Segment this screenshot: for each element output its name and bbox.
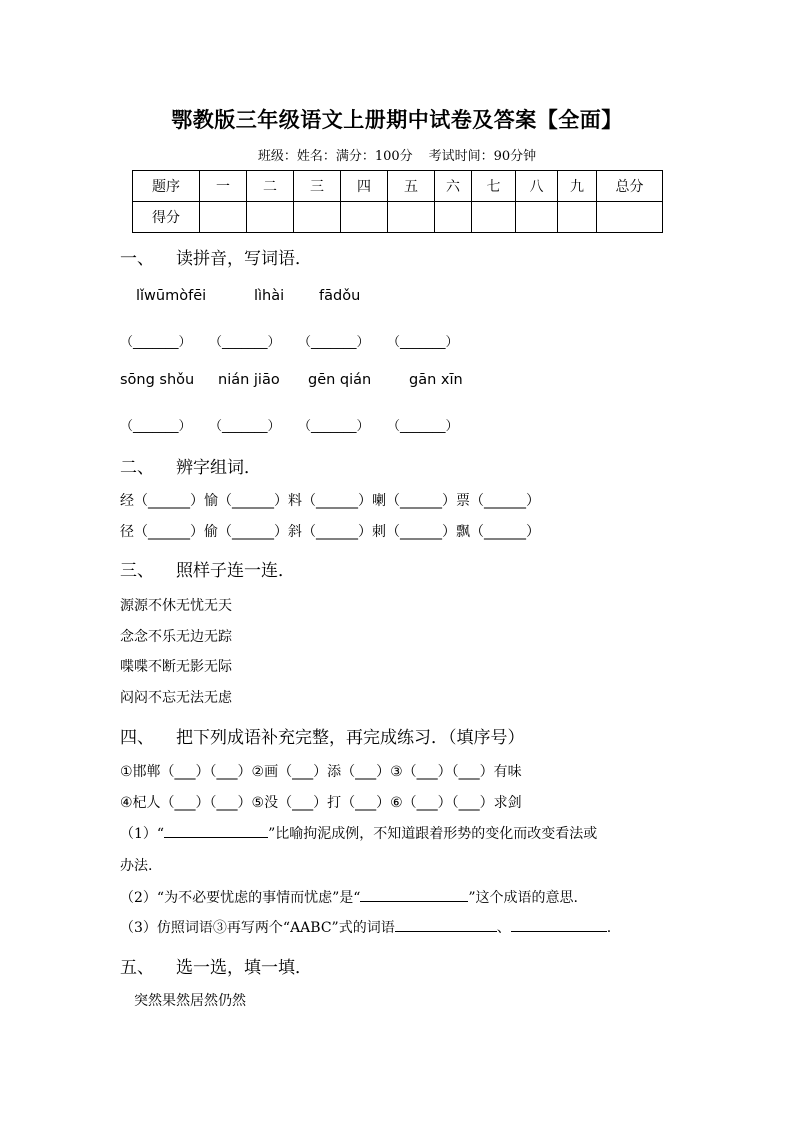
section-number: 四、 [120, 728, 154, 748]
section-3-heading [120, 556, 295, 581]
score-cell[interactable] [558, 202, 597, 233]
char-group-row-2[interactable]: 径（______）偷（______）斜（______）刺（______）飘（______） [120, 524, 540, 540]
pinyin: lìhài [254, 288, 285, 304]
pinyin: fādǒu [319, 288, 361, 304]
score-cell[interactable] [341, 202, 388, 233]
score-header-cell: 一 [200, 171, 247, 202]
section-1-heading [120, 244, 312, 269]
section-4-heading [120, 723, 525, 748]
answer-underline[interactable] [360, 889, 468, 902]
matching-line[interactable]: 念念不乐无边无踪 [120, 629, 232, 645]
score-table [132, 170, 663, 233]
section-5-heading [120, 953, 312, 978]
sub-question-1-prefix: （1）“ [120, 826, 165, 842]
idiom-row-1[interactable]: ①邯郸（___）（___）②画（___）添（___）③（___）（___）有味 [120, 764, 522, 780]
answer-blank[interactable]: （_______） [298, 335, 370, 350]
score-row-label: 得分 [133, 202, 200, 233]
score-header-cell: 六 [435, 171, 472, 202]
word-choices: 突然果然居然仍然 [134, 993, 246, 1009]
answer-blank-row [120, 331, 476, 350]
sub-question-3 [120, 917, 611, 937]
score-table-header-row [133, 171, 663, 202]
section-number: 一、 [120, 249, 154, 269]
answer-blank[interactable]: （_______） [120, 419, 192, 434]
score-cell[interactable] [516, 202, 558, 233]
score-header-cell: 二 [247, 171, 294, 202]
score-header-cell: 总分 [597, 171, 663, 202]
score-header-cell: 三 [294, 171, 341, 202]
pinyin: gēn qián [308, 372, 372, 388]
score-cell[interactable] [472, 202, 516, 233]
sub-question-3-prefix: （3）仿照词语③再写两个“AABC”式的词语 [120, 920, 395, 936]
section-2-heading [120, 453, 261, 478]
score-header-cell: 七 [472, 171, 516, 202]
section-title: 选一选，填一填． [176, 958, 312, 978]
answer-underline[interactable] [395, 919, 497, 932]
matching-line[interactable]: 源源不休无忧无天 [120, 598, 232, 614]
score-header-cell: 四 [341, 171, 388, 202]
info-class-name-score: 班级：姓名：满分：100分 [257, 149, 413, 164]
score-header-cell: 九 [558, 171, 597, 202]
exam-info [0, 145, 794, 164]
score-cell[interactable] [200, 202, 247, 233]
section-title: 把下列成语补充完整，再完成练习．（填序号） [176, 728, 525, 748]
score-table-score-row [133, 202, 663, 233]
sub-question-1 [120, 823, 597, 843]
score-cell[interactable] [294, 202, 341, 233]
section-title: 辨字组词． [176, 458, 261, 478]
pinyin: nián jiāo [218, 372, 280, 388]
idiom-row-2[interactable]: ④杞人（___）（___）⑤没（___）打（___）⑥（___）（___）求剑 [120, 795, 522, 811]
page-title: 鄂教版三年级语文上册期中试卷及答案【全面】 [171, 108, 623, 132]
score-cell[interactable] [597, 202, 663, 233]
score-cell[interactable] [388, 202, 435, 233]
pinyin: gān xīn [409, 372, 463, 388]
answer-blank[interactable]: （_______） [298, 419, 370, 434]
answer-blank[interactable]: （_______） [209, 335, 281, 350]
score-cell[interactable] [247, 202, 294, 233]
section-number: 二、 [120, 458, 154, 478]
answer-blank[interactable]: （_______） [387, 419, 459, 434]
score-cell[interactable] [435, 202, 472, 233]
separator: 、 [496, 920, 511, 936]
score-header-cell: 八 [516, 171, 558, 202]
score-header-cell: 五 [388, 171, 435, 202]
answer-underline[interactable] [511, 919, 607, 932]
sub-question-1-text: ”比喻拘泥成例，不知道跟着形势的变化而改变看法或 [268, 826, 598, 842]
section-number: 三、 [120, 561, 154, 581]
section-number: 五、 [120, 958, 154, 978]
pinyin: sōng shǒu [120, 372, 195, 388]
answer-blank[interactable]: （_______） [387, 335, 459, 350]
answer-blank[interactable]: （_______） [209, 419, 281, 434]
matching-line[interactable]: 喋喋不断无影无际 [120, 659, 232, 675]
period: . [606, 920, 612, 936]
char-group-row-1[interactable]: 经（______）愉（______）料（______）喇（______）票（______） [120, 493, 540, 509]
sub-question-1-cont: 办法. [120, 858, 153, 874]
sub-question-2-prefix: （2）“为不必要忧虑的事情而忧虑”是“ [120, 890, 361, 906]
answer-blank[interactable]: （_______） [120, 335, 192, 350]
info-exam-time: 考试时间：90分钟 [428, 149, 537, 164]
matching-line[interactable]: 闷闷不忘无法无虑 [120, 690, 232, 706]
section-title: 读拼音，写词语． [176, 249, 312, 269]
answer-underline[interactable] [164, 825, 268, 838]
answer-blank-row [120, 415, 476, 434]
score-header-cell: 题序 [133, 171, 200, 202]
sub-question-2-text: ”这个成语的意思. [468, 890, 578, 906]
pinyin: lǐwūmòfēi [136, 288, 207, 304]
section-title: 照样子连一连． [176, 561, 295, 581]
sub-question-2 [120, 887, 578, 907]
